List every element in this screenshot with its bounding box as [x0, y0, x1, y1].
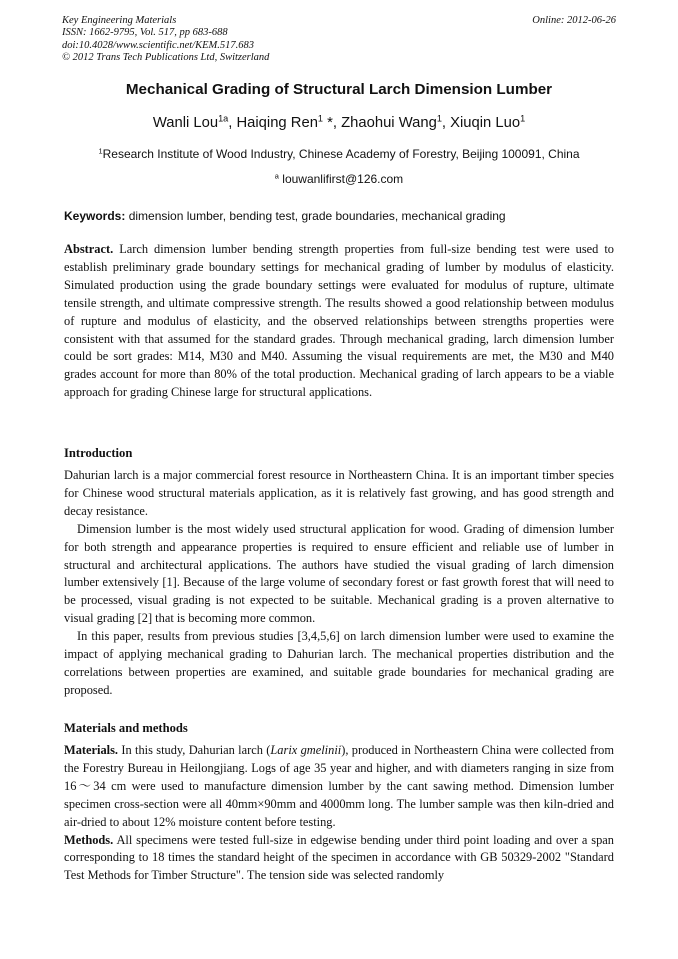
author-list: [40, 115, 638, 131]
keywords-text: dimension lumber, bending test, grade boundaries, mechanical grading: [128, 209, 506, 223]
materials-methods-heading: Materials and methods: [64, 721, 188, 735]
affiliation-sup: 1: [98, 146, 103, 156]
paragraph: Dimension lumber is the most widely used structural application for wood. Grading of dimension lumber for both strength and appearance properties is required to ensure efficient and reliable use of lumber in structural and architectural applications. The authors have studied the visual grading of larch dimension lumber extensively [1]. Because of the large volume of secondary forest or fast growth forest that will need to be processed, visual grading is not expected to be suitable. Mechanical grading is a proven alternative to visual grading [2] that is becoming more common.: [64, 521, 614, 626]
affiliation: [40, 147, 638, 161]
paragraph: In this paper, results from previous studies [3,4,5,6] on larch dimension lumber were used to examine the impact of applying mechanical grading to Dahurian larch. The mechanical properties distribution and the correlations between properties are examined, and suitable grade boundaries for mechanical grading are proposed.: [64, 629, 614, 697]
author-name: Zhaohui Wang: [341, 115, 437, 131]
author-sup: 1a: [218, 113, 229, 124]
species-name: Larix gmelinii: [270, 743, 342, 757]
materials-methods-body: [64, 742, 614, 885]
journal-header: [62, 15, 269, 65]
journal-name: Key Engineering Materials: [62, 15, 177, 26]
methods-label: Methods.: [64, 832, 114, 847]
doi-line: doi:10.4028/www.scientific.net/KEM.517.683: [62, 39, 254, 51]
email-sup: a: [274, 171, 279, 181]
materials-label: Materials.: [64, 743, 119, 757]
author-sup: 1: [317, 113, 324, 124]
introduction-body: [64, 467, 614, 700]
materials-paragraph: [64, 742, 614, 832]
issn-line: ISSN: 1662-9795, Vol. 517, pp 683-688: [62, 27, 228, 39]
author-sep: ,: [441, 115, 451, 131]
author-email: [40, 172, 638, 186]
online-date: Online: 2012-06-26: [532, 15, 616, 26]
author-name: Haiqing Ren: [236, 115, 318, 131]
copyright-line: © 2012 Trans Tech Publications Ltd, Switzerland: [62, 52, 270, 64]
author-name: Xiuqin Luo: [450, 115, 521, 131]
author-name: Wanli Lou: [152, 115, 219, 131]
email-text: louwanlifirst@126.com: [282, 172, 404, 186]
methods-text: All specimens were tested full-size in edgewise bending under third point loading and over a span corresponding to 18 times the standard height of the specimen in accordance with GB 50329-2002 "Standard Test Methods for Timber Structure". The tension side was selected randomly: [64, 832, 614, 883]
keywords-label: Keywords:: [64, 209, 126, 223]
author-sup: 1: [436, 113, 442, 124]
abstract-text: Larch dimension lumber bending strength properties from full-size bending test were used to establish preliminary grade boundary settings for mechanical grading of lumber by modulus of elasticity. Simulated production using the grade boundary settings were evaluated for modulus of rupture, ultimate tensile strength, and ultimate compressive strength. The results showed a good relationship between modulus of rupture and modulus of elasticity, and the observed relationships between strengths properties were consistent with that assumed for the standard grades. Through mechanical grading, larch dimension lumber could be sort grades: M14, M30 and M40. Assuming the visual requirements are met, the M30 and M40 grades account for more than 80% of the total production. Mechanical grading of larch appears to be a viable approach for grading Chinese large for structural applications.: [64, 242, 614, 400]
keywords: [64, 209, 614, 223]
abstract: [64, 241, 614, 402]
materials-text-pre: In this study, Dahurian larch (: [121, 743, 271, 757]
paragraph: Dahurian larch is a major commercial forest resource in Northeastern China. It is an important timber species for Chinese wood structural materials application, as it is relatively fast growing, and has good strength and decay resistance.: [64, 468, 614, 518]
affiliation-text: Research Institute of Wood Industry, Chinese Academy of Forestry, Beijing 100091, China: [102, 147, 580, 161]
abstract-label: Abstract.: [64, 242, 114, 256]
introduction-heading: Introduction: [64, 446, 133, 460]
paper-title: Mechanical Grading of Structural Larch Dimension Lumber: [125, 81, 553, 98]
author-sep: *,: [323, 115, 342, 131]
materials-text-post: ), produced in Northeastern China were collected from the Forestry Bureau in Heilongjiang. Logs of age 35 year and higher, and with diameters ranging in size from 16～34 cm were used to manufacture dimension lumber by the cant sawing method. Dimension lumber specimen cross-section were all 40mm×90mm and 4000mm long. The lumber sample was then kiln-dried and air-dried to about 12% moisture content before testing.: [64, 743, 614, 829]
author-sep: ,: [228, 115, 237, 131]
methods-paragraph: [64, 832, 614, 886]
author-sup: 1: [520, 113, 526, 124]
